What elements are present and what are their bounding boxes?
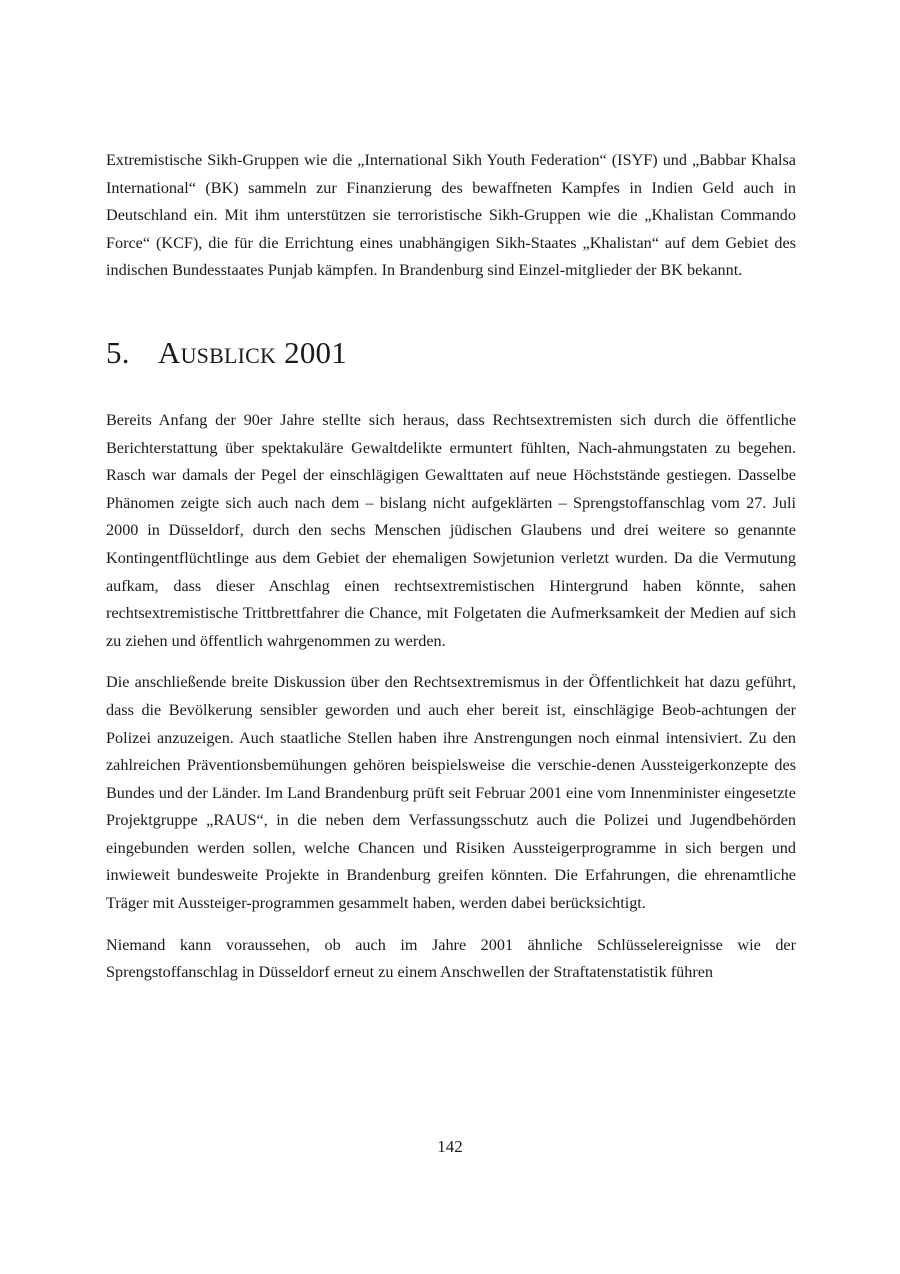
page-number: 142: [437, 1137, 463, 1156]
intro-paragraph: Extremistische Sikh-Gruppen wie die „International Sikh Youth Federation“ (ISYF) und „Babbar Khalsa International“ (BK) sammeln zur Finanzierung des bewaffneten Kampfes in Indien Geld auch in Deutschland ein. Mit ihm unterstützen sie terroristische Sikh-Gruppen wie die „Khalistan Commando Force“ (KCF), die für die Errichtung eines unabhängigen Sikh-Staates „Khalistan“ auf dem Gebiet des indischen Bundesstaates Punjab kämpfen. In Brandenburg sind Einzel-mitglieder der BK bekannt.: [106, 151, 796, 280]
body-paragraph: Die anschließende breite Diskussion über den Rechtsextremismus in der Öffentlichkeit hat dazu geführt, dass die Bevölkerung sensibler geworden und auch eher bereit ist, einschlägige Beob-achtungen der Polizei anzuzeigen. Auch staatliche Stellen haben ihre Anstrengungen noch einmal intensiviert. Zu den zahlreichen Präventionsbemühungen gehören beispielsweise die verschie-denen Aussteigerkonzepte des Bundes und der Länder. Im Land Brandenburg prüft seit Februar 2001 eine vom Innenminister eingesetzte Projektgruppe „RAUS“, in die neben dem Verfassungsschutz auch die Polizei und Jugendbehörden eingebunden werden sollen, welche Chancen und Risiken Aussteigerprogramme in sich bergen und inwieweit bundesweite Projekte in Brandenburg greifen könnten. Die Erfahrungen, die ehrenamtliche Träger mit Aussteiger-programmen gesammelt haben, werden dabei berücksichtigt.: [106, 673, 796, 913]
section-heading: [106, 335, 796, 393]
body-paragraph: Bereits Anfang der 90er Jahre stellte sich heraus, dass Rechtsextremisten sich durch die öffentliche Berichterstattung über spektakuläre Gewaltdelikte ermuntert fühlten, Nach-ahmungstaten zu begehen. Rasch war damals der Pegel der einschlägigen Gewalttaten auf neue Höchststände gestiegen. Dasselbe Phänomen zeigte sich auch nach dem – bislang nicht aufgeklärten – Sprengstoffanschlag vom 27. Juli 2000 in Düsseldorf, durch den sechs Menschen jüdischen Glaubens und drei weitere so genannte Kontingentflüchtlinge aus dem Gebiet der ehemaligen Sowjetunion verletzt wurden. Da die Vermutung aufkam, dass dieser Anschlag einen rechtsextremistischen Hintergrund haben könnte, sahen rechtsextremistische Trittbrettfahrer die Chance, mit Folgetaten die Aufmerksamkeit der Medien auf sich zu ziehen und öffentlich wahrgenommen zu werden.: [106, 410, 796, 650]
document-page: [106, 147, 796, 987]
section-number: 5.: [106, 334, 130, 370]
section-title: Ausblick: [158, 334, 277, 370]
body-paragraph: Niemand kann voraussehen, ob auch im Jahre 2001 ähnliche Schlüsselereignisse wie der Sprengstoffanschlag in Düsseldorf erneut zu einem Anschwellen der Straftatenstatistik führen: [106, 935, 796, 982]
section-year: 2001: [284, 334, 347, 370]
section-body: [106, 407, 796, 987]
